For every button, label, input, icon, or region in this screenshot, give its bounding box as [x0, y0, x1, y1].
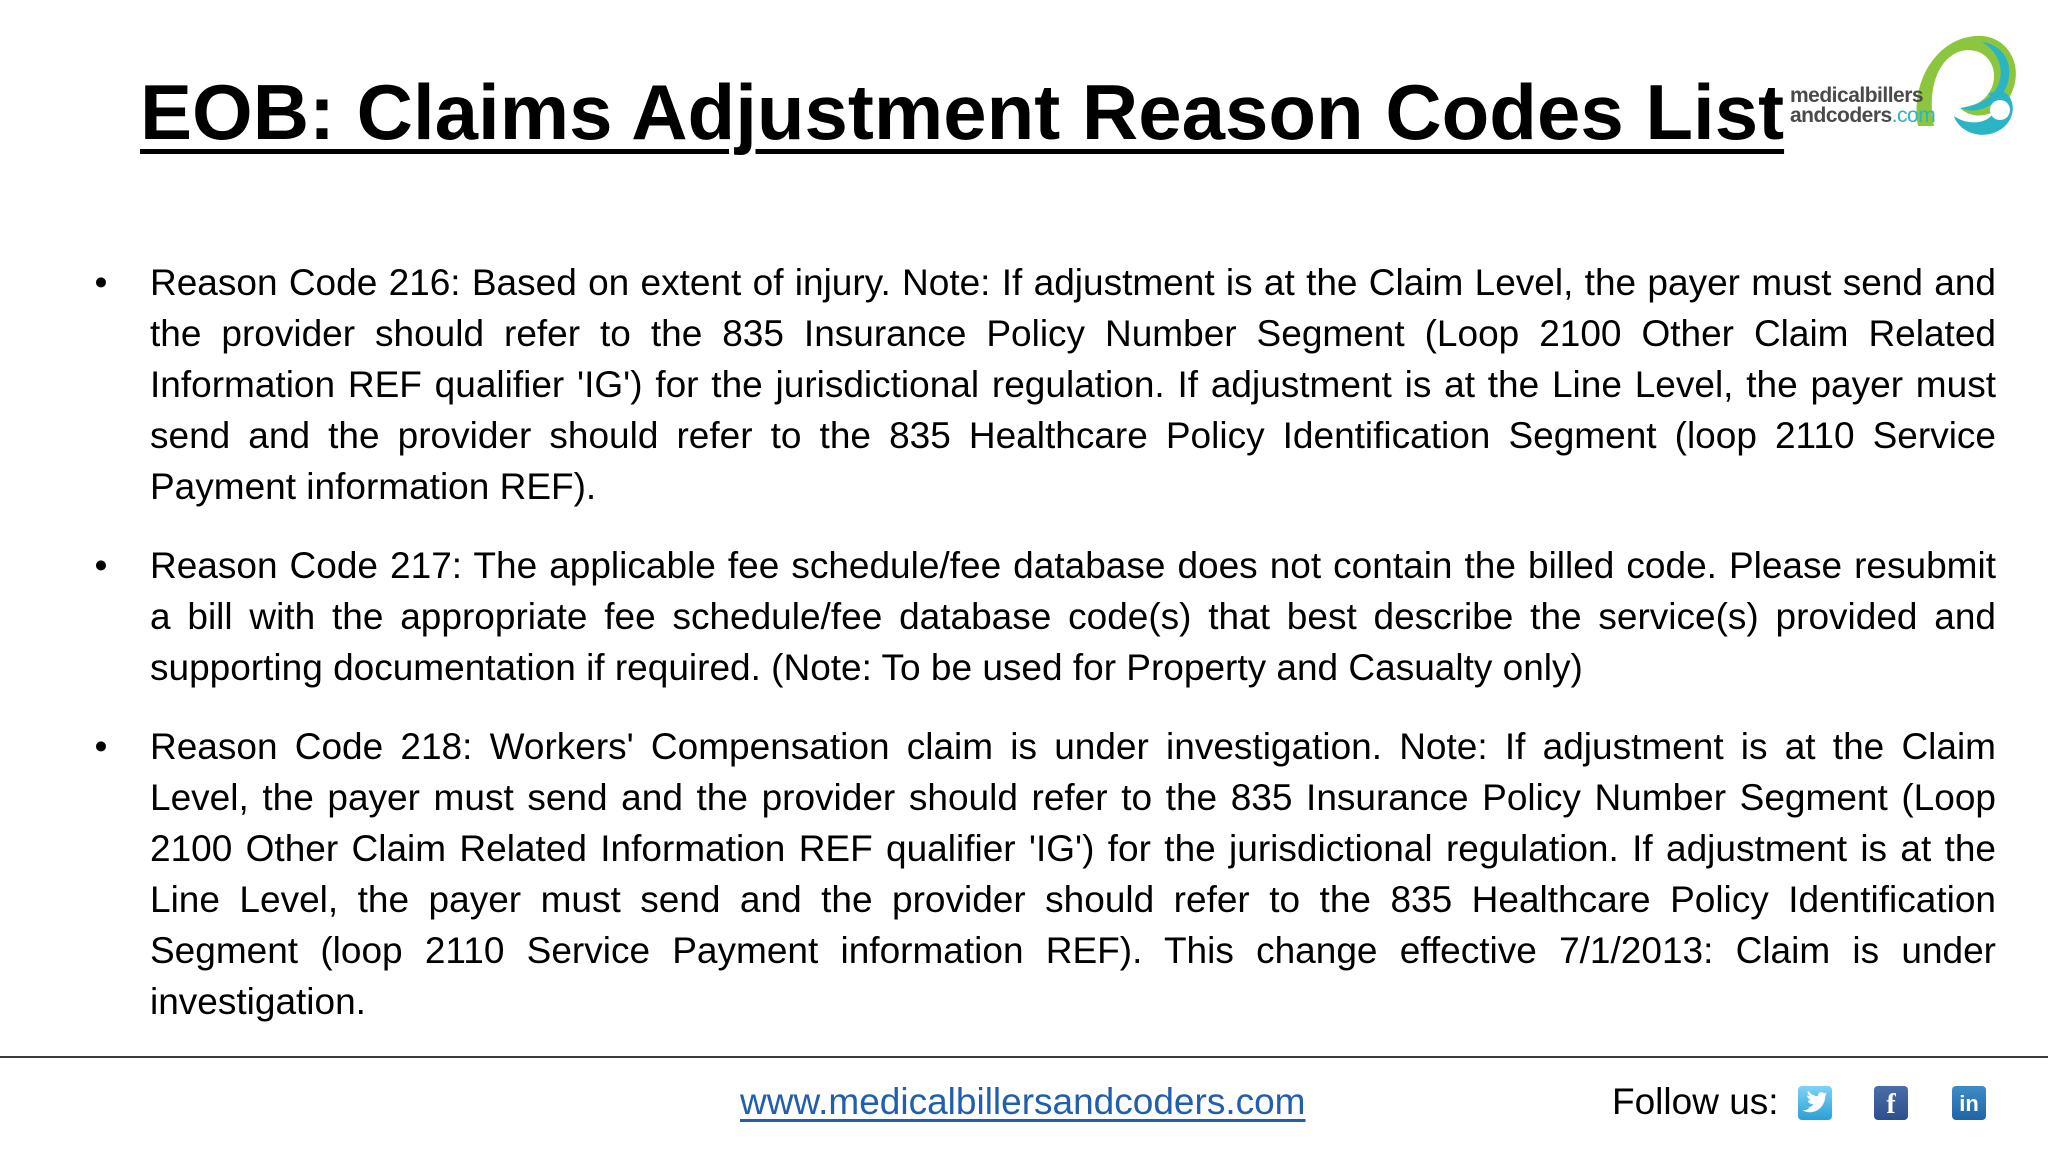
bullet-icon: •: [94, 726, 108, 767]
logo-line-2-suffix: .com: [1891, 104, 1936, 127]
bullet-icon: •: [94, 545, 108, 586]
twitter-icon[interactable]: [1798, 1086, 1832, 1120]
reason-code-list: [86, 257, 1996, 1055]
logo-line-1: medicalbillers: [1790, 84, 1924, 107]
facebook-icon[interactable]: f: [1874, 1086, 1908, 1120]
reason-code-218-text: Reason Code 218: Workers' Compensation claim is under investigation. Note: If adjustment is at the Claim Level, the payer must send and the provider should refer to the 835 Insurance Policy Number Segment (Loop 2100 Other Claim Related Information REF qualifier 'IG') for the jurisdictional regulation. If adjustment is at the Line Level, the payer must send and the provider should refer to the 835 Healthcare Policy Identification Segment (loop 2110 Service Payment information REF). This change effective 7/1/2013: Claim is under investigation.: [150, 726, 1996, 1022]
slide-title: EOB: Claims Adjustment Reason Codes List: [140, 68, 1785, 156]
follow-us-label: Follow us:: [1612, 1081, 1779, 1122]
reason-code-216-text: Reason Code 216: Based on extent of injury. Note: If adjustment is at the Claim Level, the payer must send and the provider should refer to the 835 Insurance Policy Number Segment (Loop 2100 Other Claim Related Information REF qualifier 'IG') for the jurisdictional regulation. If adjustment is at the Line Level, the payer must send and the provider should refer to the 835 Healthcare Policy Identification Segment (loop 2110 Service Payment information REF).: [150, 262, 1996, 507]
company-logo: [1788, 30, 2024, 148]
logo-line-2: [1790, 106, 1935, 126]
reason-code-218-item: [86, 721, 1996, 1027]
bullet-icon: •: [94, 262, 108, 303]
reason-code-216-item: [86, 257, 1996, 512]
twitter-bird-icon: [1798, 1086, 1832, 1120]
reason-code-217-text: Reason Code 217: The applicable fee schedule/fee database does not contain the billed code. Please resubmit a bill with the appropriate fee schedule/fee database code(s) that best describe the service(s) provided and supporting documentation if required. (Note: To be used for Property and Casualty only): [150, 545, 1996, 688]
website-link[interactable]: www.medicalbillersandcoders.com: [740, 1081, 1306, 1122]
footer-divider: [0, 1056, 2048, 1058]
logo-text: [1790, 86, 1935, 126]
reason-code-217-item: [86, 540, 1996, 693]
linkedin-icon[interactable]: in: [1952, 1086, 1986, 1120]
logo-line-2-main: andcoders: [1790, 104, 1892, 127]
